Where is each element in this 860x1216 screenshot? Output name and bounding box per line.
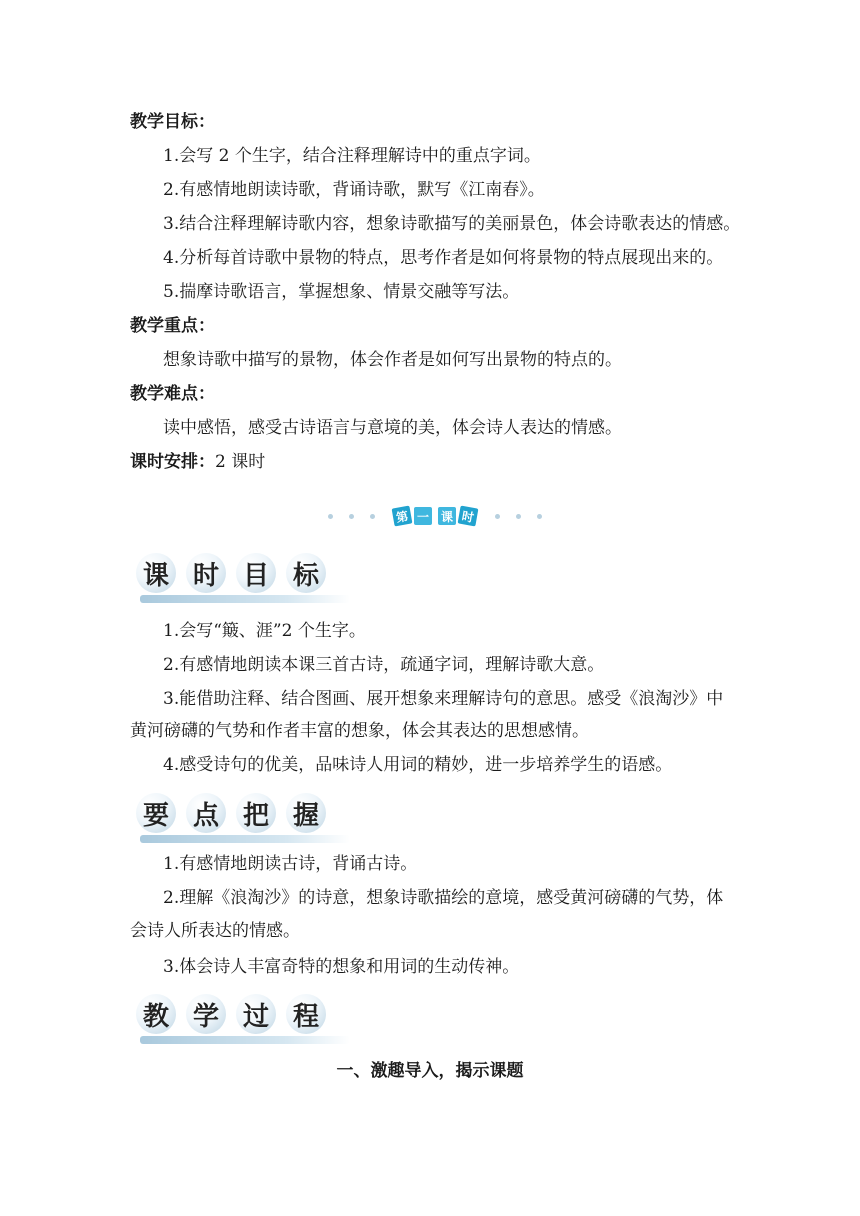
objective-item: 4.感受诗句的优美，品味诗人用词的精妙，进一步培养学生的语感。	[163, 755, 673, 775]
banner-char: 教	[136, 994, 176, 1034]
banner-underline	[140, 595, 350, 603]
banner-char: 点	[186, 793, 226, 833]
keypoint-item-continued: 会诗人所表达的情感。	[130, 921, 300, 941]
goal-item: 5.揣摩诗歌语言，掌握想象、情景交融等写法。	[163, 282, 520, 302]
lesson-badge	[393, 507, 477, 525]
banner-char: 学	[186, 994, 226, 1034]
difficulties-text: 读中感悟，感受古诗语言与意境的美，体会诗人表达的情感。	[163, 418, 622, 438]
banner-char: 时	[186, 553, 226, 593]
key-points-heading: 教学重点：	[130, 316, 215, 336]
objectives-banner	[136, 553, 366, 603]
objective-item: 2.有感情地朗读本课三首古诗，疏通字词，理解诗歌大意。	[163, 655, 605, 675]
lesson-badge-char: 课	[438, 507, 456, 525]
keypoint-item: 1.有感情地朗读古诗，背诵古诗。	[163, 854, 418, 874]
banner-char: 目	[236, 553, 276, 593]
divider-dot	[370, 514, 375, 519]
lesson-badge-char: 一	[414, 507, 432, 525]
banner-char: 程	[286, 994, 326, 1034]
keypoint-item: 3.体会诗人丰富奇特的想象和用词的生动传神。	[163, 957, 520, 977]
keypoint-item: 2.理解《浪淘沙》的诗意，想象诗歌描绘的意境，感受黄河磅礴的气势，体	[163, 888, 724, 908]
lesson-divider	[320, 505, 550, 527]
divider-dot	[349, 514, 354, 519]
lesson-badge-char: 时	[458, 506, 479, 527]
banner-char: 握	[286, 793, 326, 833]
process-step-title: 一、激趣导入，揭示课题	[336, 1061, 524, 1081]
banner-char: 过	[236, 994, 276, 1034]
goal-item: 3.结合注释理解诗歌内容，想象诗歌描写的美丽景色，体会诗歌表达的情感。	[163, 214, 741, 234]
schedule-label: 课时安排：	[130, 452, 215, 472]
banner-char: 要	[136, 793, 176, 833]
objective-item: 3.能借助注释、结合图画、展开想象来理解诗句的意思。感受《浪淘沙》中	[163, 689, 724, 709]
banner-char: 标	[286, 553, 326, 593]
banner-underline	[140, 1036, 350, 1044]
difficulties-heading: 教学难点：	[130, 384, 215, 404]
process-banner	[136, 994, 366, 1044]
divider-dot	[328, 514, 333, 519]
goal-item: 4.分析每首诗歌中景物的特点，思考作者是如何将景物的特点展现出来的。	[163, 248, 724, 268]
key-points-text: 想象诗歌中描写的景物，体会作者是如何写出景物的特点的。	[163, 350, 622, 370]
goals-heading: 教学目标：	[130, 112, 215, 132]
goal-item: 2.有感情地朗读诗歌，背诵诗歌，默写《江南春》。	[163, 180, 545, 200]
objective-item: 1.会写“簸、涯”2 个生字。	[163, 621, 366, 641]
goal-item: 1.会写 2 个生字，结合注释理解诗中的重点字词。	[163, 146, 541, 166]
schedule-value: 2 课时	[215, 452, 266, 472]
divider-dot	[537, 514, 542, 519]
objective-item-continued: 黄河磅礴的气势和作者丰富的想象，体会其表达的思想感情。	[130, 721, 589, 741]
keypoints-banner	[136, 793, 366, 843]
banner-char: 课	[136, 553, 176, 593]
divider-dot	[495, 514, 500, 519]
banner-underline	[140, 835, 350, 843]
schedule-line	[130, 451, 265, 473]
lesson-badge-char: 第	[392, 506, 413, 527]
divider-dot	[516, 514, 521, 519]
banner-char: 把	[236, 793, 276, 833]
